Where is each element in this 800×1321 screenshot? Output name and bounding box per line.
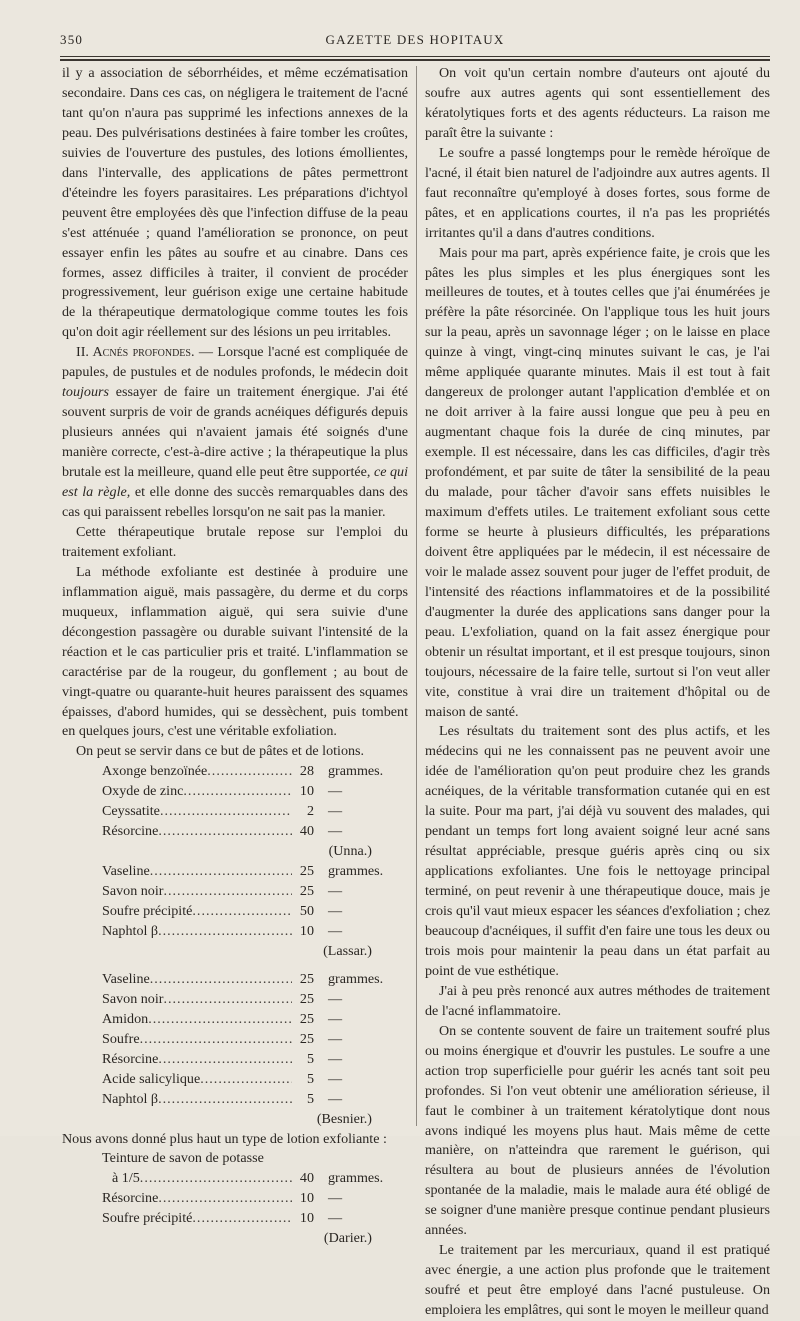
recipe-source: (Unna.) xyxy=(328,843,372,860)
recipe-row: Soufre ..... 25 — xyxy=(102,1030,408,1050)
recipe-source: (Lassar.) xyxy=(323,942,372,959)
header-rule xyxy=(60,56,770,57)
column-divider xyxy=(416,66,417,1126)
recipe-row: à 1/5 ..... 40 grammes. xyxy=(102,1169,408,1189)
recipe-row: Acide salicylique ..... 5 — xyxy=(102,1070,408,1090)
paragraph: il y a association de séborrhéides, et même eczématisation secondaire. Dans ces cas, on négligera le traitement de l'acné tant qu'on n'aura pas supprimé les infections annexes de la peau. Des pulvérisations destinées à faire tomber les croûtes, suivies de l'ouverture des pustules, des lotions émollientes, dans l'intervalle, des applications de pâtes permettront d'éteindre les foyers parasitaires. Les préparations d'ichtyol peuvent être employées dès que l'infection diffuse de la peau s'est atténuée ; quand l'amélioration se prononce, on peut essayer enfin les pâtes au soufre et au cinabre. Dans ces formes, assez difficiles à traiter, il convient de procéder progressivement, leur guérison exige une certaine habitude de la thérapeutique dermatologique comme toutes les fois qu'on doit agir réellement sur des lésions un peu irritables. xyxy=(62,65,408,341)
paragraph: Cette thérapeutique brutale repose sur l'emploi du traitement exfoliant. xyxy=(62,523,408,560)
recipe-row: Soufre précipité ..... 50 — xyxy=(102,902,408,922)
recipe-row: Savon noir ..... 25 — xyxy=(102,882,408,902)
recipe-lassar xyxy=(102,862,408,962)
paragraph: La méthode exfoliante est destinée à produire une inflammation aiguë, mais passagère, du derme et du corps muqueux, inflammation aiguë, qui sera suivie d'une décongestion passagère ou durable suivant l'intensité de la réaction et le cas particulier pris et traité. L'inflammation se caractérise par de la rougeur, du gonflement ; au bout de vingt-quatre ou quarante-huit heures paraissent des squames épaisses, d'abord humides, qui se dessèchent, puis tombent en quelques jours, c'est une véritable exfoliation. xyxy=(62,563,408,740)
journal-title: GAZETTE DES HOPITAUX xyxy=(325,32,505,47)
recipe-row: Amidon ..... 25 — xyxy=(102,1010,408,1030)
paragraph: J'ai à peu près renoncé aux autres méthodes de traitement de l'acné inflammatoire. xyxy=(425,982,770,1019)
recipe-unna xyxy=(102,762,408,862)
recipe-source: (Darier.) xyxy=(323,1230,372,1247)
paragraph: Mais pour ma part, après expérience faite, je crois que les pâtes les plus simples et les plus énergiques sont les meilleures de toutes, et à toutes celles que j'ai énumérées je préfère la pâte résorcinée. On l'applique tous les huit jours sur la peau, après un savonnage léger ; on le laisse en place quinze à vingt, vingt-cinq minutes suivant le cas, je l'ai même appliquée quarante minutes. Mais il est tout à fait dangereux de prolonger autant l'application d'emblée et on ne doit arriver à la faire aussi longue que peu à peu en augmentant chaque fois la durée de cinq minutes, par exemple. Il est nécessaire, dans les cas difficiles, d'agir très profondément, et par suite de tâter la sensibilité de la peau du malade, pour tâcher d'avoir sans effets nuisibles le maximum d'effets utiles. Le traitement exfoliant sous cette forme se heurte à plusieurs difficultés, les préparations doivent être appliquées par le médecin, il est nécessaire de voir le malade assez souvent pour juger de l'effet produit, de l'intensité des réactions inflammatoires et de la possibilité d'augmenter la durée des applications sans danger pour la peau. L'exfoliation, quand on la fait assez énergique pour obtenir un résultat important, et il est presque toujours, sinon toujours, nécessaire de la faire telle, surtout si l'on veut aller vite, constitue à vrai dire un traitement d'hôpital ou de maison de santé. xyxy=(425,244,770,720)
paragraph-deep-acne: II. Acnés profondes. — Lorsque l'acné est compliquée de papules, de pustules et de nodules profonds, le médecin doit toujours essayer de faire un traitement énergique. J'ai été souvent surpris de voir de grands acnéiques défigurés depuis plusieurs années qui n'avaient jamais été soignés d'une manière correcte, c'est-à-dire active ; la thérapeutique la plus brutale est la meilleure, quand elle peut être supportée, ce qui est la règle, et elle donne des succès remarquables dans des cas qui paraissent rebelles lorsqu'on ne sait pas la manier. xyxy=(62,344,409,520)
recipe-darier xyxy=(102,1149,408,1249)
paragraph: Le soufre a passé longtemps pour le remède héroïque de l'acné, il était bien naturel de l'adjoindre aux autres agents. Il faut reconnaître qu'employé à doses fortes, sous forme de pâtes, et en applications courtes, il n'a pas les propriétés irritantes qu'il a dans d'autres conditions. xyxy=(425,144,770,241)
recipe-source: (Besnier.) xyxy=(316,1110,372,1127)
paragraph: Les résultats du traitement sont des plus actifs, et les médecins qui ne les connaissent pas ne peuvent avoir une idée de l'amélioration qu'on peut produire chez les grands acnéiques, de la véritable transformation cutanée qui en est la suite. Pour ma part, j'ai déjà vu souvent des malades, qui pendant un temps fort long avaient soigné leur acné sans résultat appréciable, presque guéris après cinq ou six applications exfoliantes. Une fois le nettoyage principal terminé, on peut revenir à une thérapeutique douce, mais je crois qu'il vaut mieux espacer les séances d'exfoliation ; chez beaucoup d'acnéiques, il suffit d'en faire une tous les deux ou trois mois pour maintenir la peau dans un état parfait au point de vue esthétique. xyxy=(425,723,770,979)
recipe-row: Soufre précipité ..... 10 — xyxy=(102,1209,408,1229)
section-heading: II. Acnés profondes. xyxy=(76,344,195,361)
right-column xyxy=(425,64,770,1321)
recipe-row: Savon noir ..... 25 — xyxy=(102,990,408,1010)
recipe-besnier xyxy=(102,970,408,1130)
paragraph: On voit qu'un certain nombre d'auteurs ont ajouté du soufre aux autres agents qui sont essentiellement des kératolytiques forts et des agents réducteurs. La raison me paraît être la suivante : xyxy=(425,65,770,141)
page-number: 350 xyxy=(60,32,84,47)
recipe-row: Oxyde de zinc ..... 10 — xyxy=(102,782,408,802)
paragraph: Le traitement par les mercuriaux, quand il est pratiqué avec énergie, a une action plus profonde que le traitement soufré et peut être employé dans l'acné pustuleuse. On emploiera les emplâtres, qui sont le moyen le meilleur quand xyxy=(425,1242,770,1319)
paragraph: Nous avons donné plus haut un type de lotion exfoliante : xyxy=(62,1130,387,1147)
recipe-row: Naphtol β ..... 5 — xyxy=(102,1090,408,1110)
recipe-row: Axonge benzoïnée ..... 28 grammes. xyxy=(102,762,408,782)
recipe-row: Vaseline ..... 25 grammes. xyxy=(102,862,408,882)
left-column xyxy=(62,64,408,1249)
header-rule-thick xyxy=(60,59,770,61)
paragraph: On peut se servir dans ce but de pâtes et de lotions. xyxy=(76,743,365,760)
paragraph: On se contente souvent de faire un traitement soufré plus ou moins énergique et d'ouvrir les pustules. Le soufre a une action trop superficielle pour guérir les acnés tant soit peu profondes. Si l'on veut obtenir une amélioration sérieuse, il faut le combiner à un traitement kératolytique dont nous avons indiqué les moyens plus haut. Mais même de cette manière, on n'atteindra que rarement le guérison, qui résultera au bout de plusieurs années de l'évolution spontanée de la maladie, mais le malade aura été obligé de se soigner d'une manière presque continue pendant plusieurs années. xyxy=(425,1022,770,1239)
recipe-row: Résorcine ..... 5 — xyxy=(102,1050,408,1070)
recipe-row: Vaseline ..... 25 grammes. xyxy=(102,970,408,990)
recipe-row: Résorcine ..... 40 — xyxy=(102,822,408,842)
recipe-row: Résorcine ..... 10 — xyxy=(102,1189,408,1209)
page-header xyxy=(60,32,770,52)
recipe-line: Teinture de savon de potasse xyxy=(102,1150,264,1167)
recipe-row: Ceyssatite ..... 2 — xyxy=(102,802,408,822)
recipe-row: Naphtol β ..... 10 — xyxy=(102,922,408,942)
